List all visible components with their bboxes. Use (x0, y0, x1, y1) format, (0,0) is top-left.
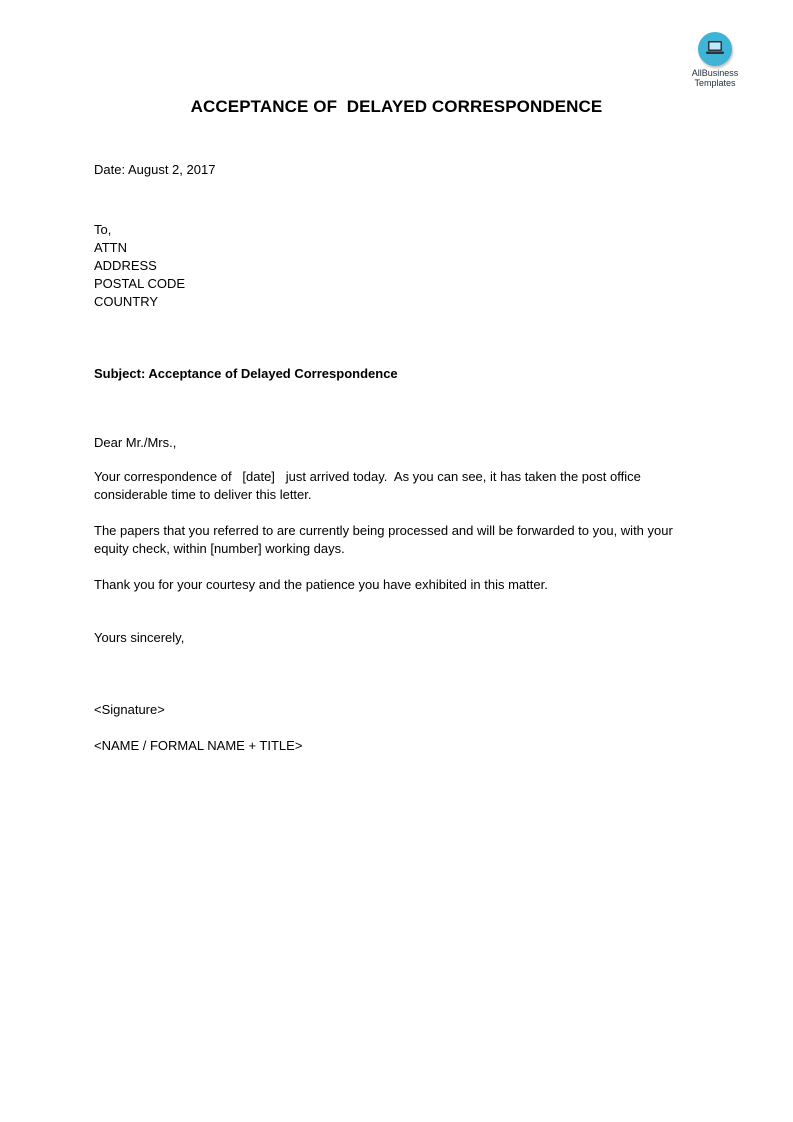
recipient-to: To, (94, 222, 112, 237)
letter-subject: Subject: Acceptance of Delayed Correspondence (94, 366, 398, 381)
paragraph-3 (94, 576, 714, 594)
recipient-attn: ATTN (94, 240, 127, 255)
paragraph-1 (94, 468, 714, 504)
logo-text (682, 68, 748, 88)
recipient-address: ADDRESS (94, 258, 157, 273)
paragraph-2 (94, 522, 714, 558)
recipient-postal-code: POSTAL CODE (94, 276, 186, 291)
letter-date: Date: August 2, 2017 (94, 162, 216, 177)
laptop-icon (698, 32, 732, 66)
paragraph-1-line-1: Your correspondence of [date] just arrived today. As you can see, it has taken the post office (94, 469, 641, 484)
paragraph-2-line-1: The papers that you referred to are currently being processed and will be forwarded to you, with your (94, 523, 673, 538)
paragraph-3-line-1: Thank you for your courtesy and the patience you have exhibited in this matter. (94, 577, 548, 592)
recipient-country: COUNTRY (94, 294, 159, 309)
logo-line-2: Templates (694, 78, 736, 88)
document-title: ACCEPTANCE OF DELAYED CORRESPONDENCE (190, 97, 603, 116)
paragraph-1-line-2: considerable time to deliver this letter. (94, 487, 312, 502)
paragraph-2-line-2: equity check, within [number] working days. (94, 541, 345, 556)
logo-line-1: AllBusiness (691, 68, 739, 78)
letter-closing: Yours sincerely, (94, 630, 185, 645)
name-title-placeholder: <NAME / FORMAL NAME + TITLE> (94, 738, 303, 753)
allbusiness-templates-logo (682, 32, 748, 88)
letter-salutation: Dear Mr./Mrs., (94, 435, 177, 450)
signature-placeholder: <Signature> (94, 702, 165, 717)
recipient-block (94, 221, 714, 311)
